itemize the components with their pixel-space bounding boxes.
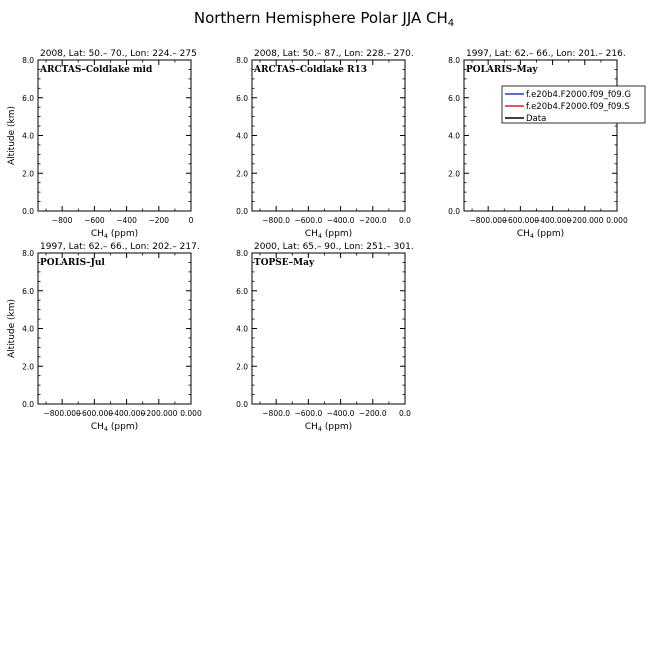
x-tick-label: −200.0 bbox=[358, 409, 387, 418]
y-tick-label: 8.0 bbox=[448, 56, 460, 65]
plot-frame bbox=[252, 253, 405, 404]
x-tick-label: 0.000 bbox=[606, 216, 628, 225]
x-axis-label: $CH_4$ (ppm) bbox=[516, 229, 565, 240]
x-tick-label: −400.0 bbox=[326, 409, 355, 418]
y-tick-label: 8.0 bbox=[22, 249, 34, 258]
y-tick-label: 6.0 bbox=[448, 93, 460, 103]
y-tick-label: 6.0 bbox=[236, 286, 248, 296]
x-tick-label: −200.0 bbox=[358, 216, 387, 225]
y-tick-label: 2.0 bbox=[236, 169, 248, 179]
y-tick-label: 6.0 bbox=[22, 93, 34, 103]
y-tick-label: 4.0 bbox=[22, 131, 34, 141]
plot-frame bbox=[252, 60, 405, 211]
panel-header: 2008, Lat: 50.– 70., Lon: 224.– 275 bbox=[40, 49, 197, 59]
panel-header: 1997, Lat: 62.– 66., Lon: 201.– 216. bbox=[466, 49, 626, 59]
panel-header: 2008, Lat: 50.– 87., Lon: 228.– 270. bbox=[254, 49, 414, 59]
y-tick-label: 2.0 bbox=[22, 169, 34, 179]
x-tick-label: 0.000 bbox=[180, 409, 202, 418]
plot-frame bbox=[464, 60, 617, 211]
panel-label: ARCTAS–Coldlake mid bbox=[40, 65, 153, 75]
x-tick-label: 0.0 bbox=[399, 409, 411, 418]
x-tick-label: −600.0 bbox=[294, 409, 323, 418]
x-tick-label: 0 bbox=[188, 216, 194, 225]
y-tick-label: 8.0 bbox=[22, 56, 34, 65]
x-tick-label: −600.0 bbox=[294, 216, 323, 225]
x-tick-label: −800.000 bbox=[43, 409, 81, 418]
x-tick-label: −600.000 bbox=[501, 216, 540, 225]
panel-4 bbox=[7, 242, 202, 433]
panel-5 bbox=[236, 242, 414, 433]
x-tick-label: −800.000 bbox=[469, 216, 507, 225]
x-tick-label: −800.0 bbox=[262, 216, 291, 225]
y-axis-label: Altitude (km) bbox=[7, 298, 17, 359]
panels bbox=[7, 49, 645, 433]
y-tick-label: 4.0 bbox=[236, 131, 248, 141]
x-tick-label: −800 bbox=[51, 216, 73, 225]
panel-header: 1997, Lat: 62.– 66., Lon: 202.– 217. bbox=[40, 242, 200, 252]
x-tick-label: −200.000 bbox=[140, 409, 178, 418]
x-tick-label: −600 bbox=[84, 216, 105, 225]
legend-entry: f.e20b4.F2000.f09_f09.G bbox=[526, 90, 632, 100]
y-tick-label: 4.0 bbox=[448, 131, 460, 141]
y-tick-label: 6.0 bbox=[236, 93, 248, 103]
x-axis-label: $CH_4$ (ppm) bbox=[304, 422, 353, 433]
x-axis-label: $CH_4$ (ppm) bbox=[90, 229, 139, 240]
figure-title-text: Northern Hemisphere Polar JJA CH bbox=[193, 9, 448, 27]
plot-frame bbox=[38, 60, 191, 211]
panel-3 bbox=[448, 49, 645, 240]
y-tick-label: 6.0 bbox=[22, 286, 34, 296]
legend-entry: Data bbox=[526, 114, 547, 124]
y-tick-label: 2.0 bbox=[448, 169, 460, 179]
x-tick-label: −400 bbox=[116, 216, 137, 225]
y-tick-label: 4.0 bbox=[236, 324, 248, 334]
x-tick-label: 0.0 bbox=[399, 216, 411, 225]
x-tick-label: −200 bbox=[148, 216, 170, 225]
legend-entry: f.e20b4.F2000.f09_f09.S bbox=[526, 102, 630, 112]
x-tick-label: −600.000 bbox=[75, 409, 114, 418]
x-axis-label: $CH_4$ (ppm) bbox=[304, 229, 353, 240]
y-tick-label: 0.0 bbox=[236, 207, 248, 216]
panel-header: 2000, Lat: 65.– 90., Lon: 251.– 301. bbox=[254, 242, 414, 252]
y-tick-label: 2.0 bbox=[236, 362, 248, 372]
y-tick-label: 8.0 bbox=[236, 56, 248, 65]
y-tick-label: 8.0 bbox=[236, 249, 248, 258]
x-tick-label: −400.000 bbox=[107, 409, 146, 418]
y-tick-label: 0.0 bbox=[22, 400, 34, 409]
x-axis-label: $CH_4$ (ppm) bbox=[90, 422, 139, 433]
figure-title bbox=[194, 9, 454, 29]
x-tick-label: −200.000 bbox=[566, 216, 604, 225]
y-tick-label: 0.0 bbox=[448, 207, 460, 216]
x-tick-label: −400.0 bbox=[326, 216, 355, 225]
x-tick-label: −400.000 bbox=[533, 216, 572, 225]
panel-label: ARCTAS–Coldlake R13 bbox=[254, 65, 368, 75]
y-tick-label: 0.0 bbox=[236, 400, 248, 409]
panel-label: POLARIS–Jul bbox=[40, 258, 105, 268]
panel-1 bbox=[7, 49, 197, 240]
panel-2 bbox=[236, 49, 414, 240]
figure-title-subscript: 4 bbox=[447, 18, 455, 29]
plot-frame bbox=[38, 253, 191, 404]
y-tick-label: 4.0 bbox=[22, 324, 34, 334]
y-axis-label: Altitude (km) bbox=[7, 105, 17, 166]
y-tick-label: 0.0 bbox=[22, 207, 34, 216]
x-tick-label: −800.0 bbox=[262, 409, 291, 418]
y-tick-label: 2.0 bbox=[22, 362, 34, 372]
panel-label: TOPSE–May bbox=[254, 258, 315, 268]
panel-label: POLARIS–May bbox=[466, 65, 538, 75]
